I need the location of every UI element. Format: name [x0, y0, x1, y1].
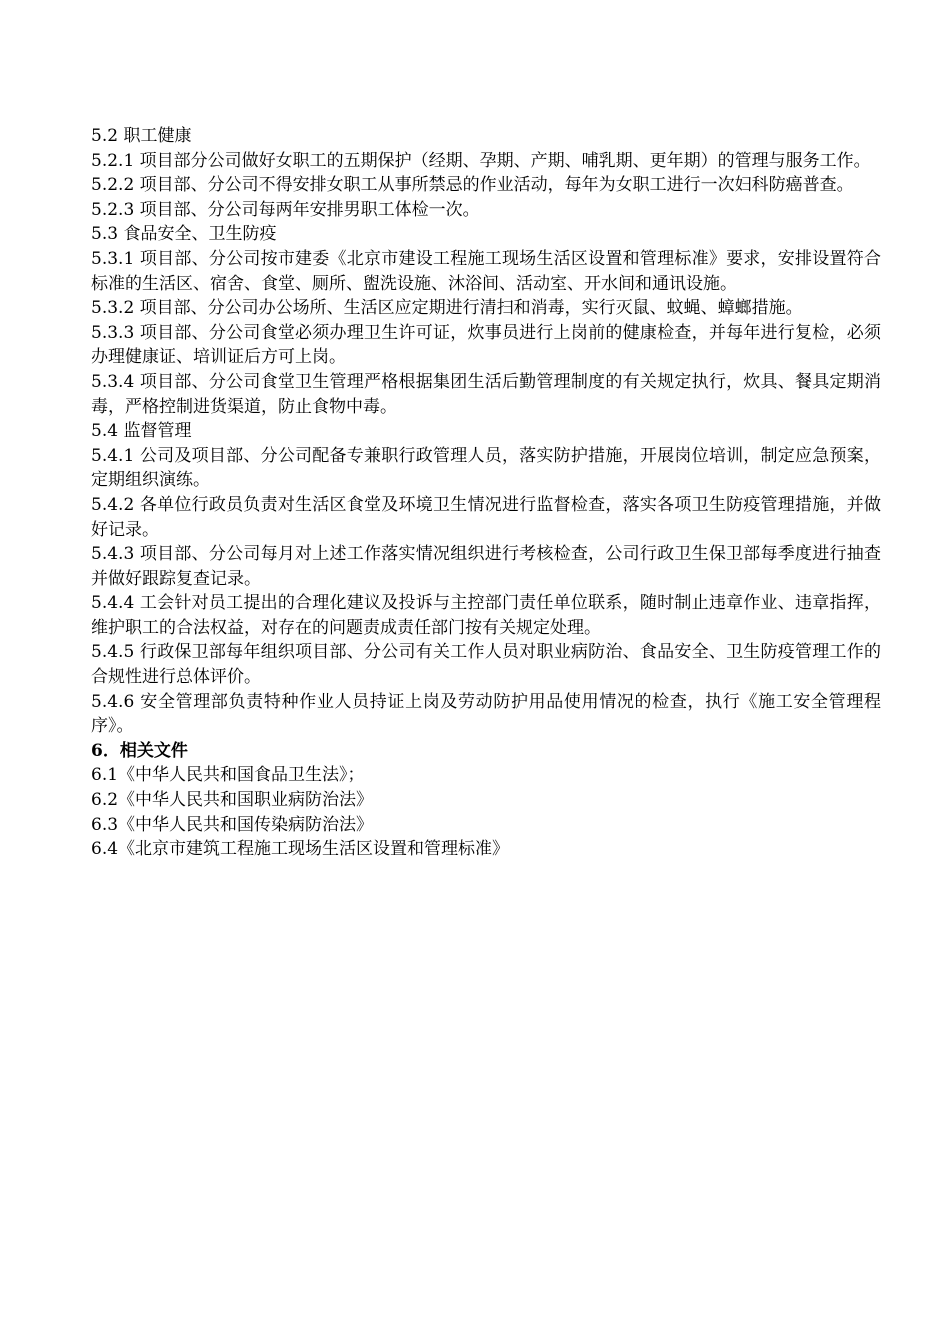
- reference-6-1: 6.1《中华人民共和国食品卫生法》；: [91, 765, 365, 786]
- reference-6-3: 6.3《中华人民共和国传染病防治法》: [91, 814, 374, 835]
- clause-5-4-4: 5.4.4 工会针对员工提出的合理化建议及投诉与主控部门责任单位联系，随时制止违章作业、违章指挥，维护职工的合法权益，对存在的问题责成责任部门按有关规定处理。: [91, 593, 881, 638]
- clause-5-2-1: 5.2.1 项目部分公司做好女职工的五期保护（经期、孕期、产期、哺乳期、更年期）的管理与服务工作。: [91, 150, 871, 171]
- clause-5-3-4: 5.3.4 项目部、分公司食堂卫生管理严格根据集团生活后勤管理制度的有关规定执行，炊具、餐具定期消毒，严格控制进货渠道，防止食物中毒。: [91, 371, 881, 417]
- section-heading-5-4: 5.4 监督管理: [91, 421, 192, 442]
- section-heading-6: 6．相关文件: [91, 740, 188, 761]
- clause-5-4-5: 5.4.5 行政保卫部每年组织项目部、分公司有关工作人员对职业病防治、食品安全、卫生防疫管理工作的合规性进行总体评价。: [91, 642, 881, 688]
- section-heading-5-2: 5.2 职工健康: [91, 126, 192, 146]
- clause-5-4-6: 5.4.6 安全管理部负责特种作业人员持证上岗及劳动防护用品使用情况的检查，执行《施工安全管理程序》。: [91, 691, 881, 737]
- document-page: [91, 124, 881, 862]
- reference-6-2: 6.2《中华人民共和国职业病防治法》: [91, 790, 374, 811]
- clause-5-4-1: 5.4.1 公司及项目部、分公司配备专兼职行政管理人员，落实防护措施，开展岗位培训，制定应急预案，定期组织演练。: [91, 445, 881, 491]
- clause-5-2-2: 5.2.2 项目部、分公司不得安排女职工从事所禁忌的作业活动，每年为女职工进行一次妇科防癌普查。: [91, 175, 854, 196]
- clause-5-3-2: 5.3.2 项目部、分公司办公场所、生活区应定期进行清扫和消毒，实行灭鼠、蚊蝇、蟑螂措施。: [91, 298, 803, 319]
- reference-6-4: 6.4《北京市建筑工程施工现场生活区设置和管理标准》: [91, 839, 510, 860]
- section-heading-5-3: 5.3 食品安全、卫生防疫: [91, 224, 277, 245]
- clause-5-4-3: 5.4.3 项目部、分公司每月对上述工作落实情况组织进行考核检查，公司行政卫生保卫部每季度进行抽查并做好跟踪复查记录。: [91, 544, 881, 589]
- clause-5-3-1: 5.3.1 项目部、分公司按市建委《北京市建设工程施工现场生活区设置和管理标准》要求，安排设置符合标准的生活区、宿舍、食堂、厕所、盥洗设施、沐浴间、活动室、开水间和通讯设施。: [91, 248, 881, 294]
- clause-5-3-3: 5.3.3 项目部、分公司食堂必须办理卫生许可证，炊事员进行上岗前的健康检查，并每年进行复检，必须办理健康证、培训证后方可上岗。: [91, 322, 881, 368]
- clause-5-4-2: 5.4.2 各单位行政员负责对生活区食堂及环境卫生情况进行监督检查，落实各项卫生防疫管理措施，并做好记录。: [91, 494, 881, 540]
- clause-5-2-3: 5.2.3 项目部、分公司每两年安排男职工体检一次。: [91, 199, 480, 220]
